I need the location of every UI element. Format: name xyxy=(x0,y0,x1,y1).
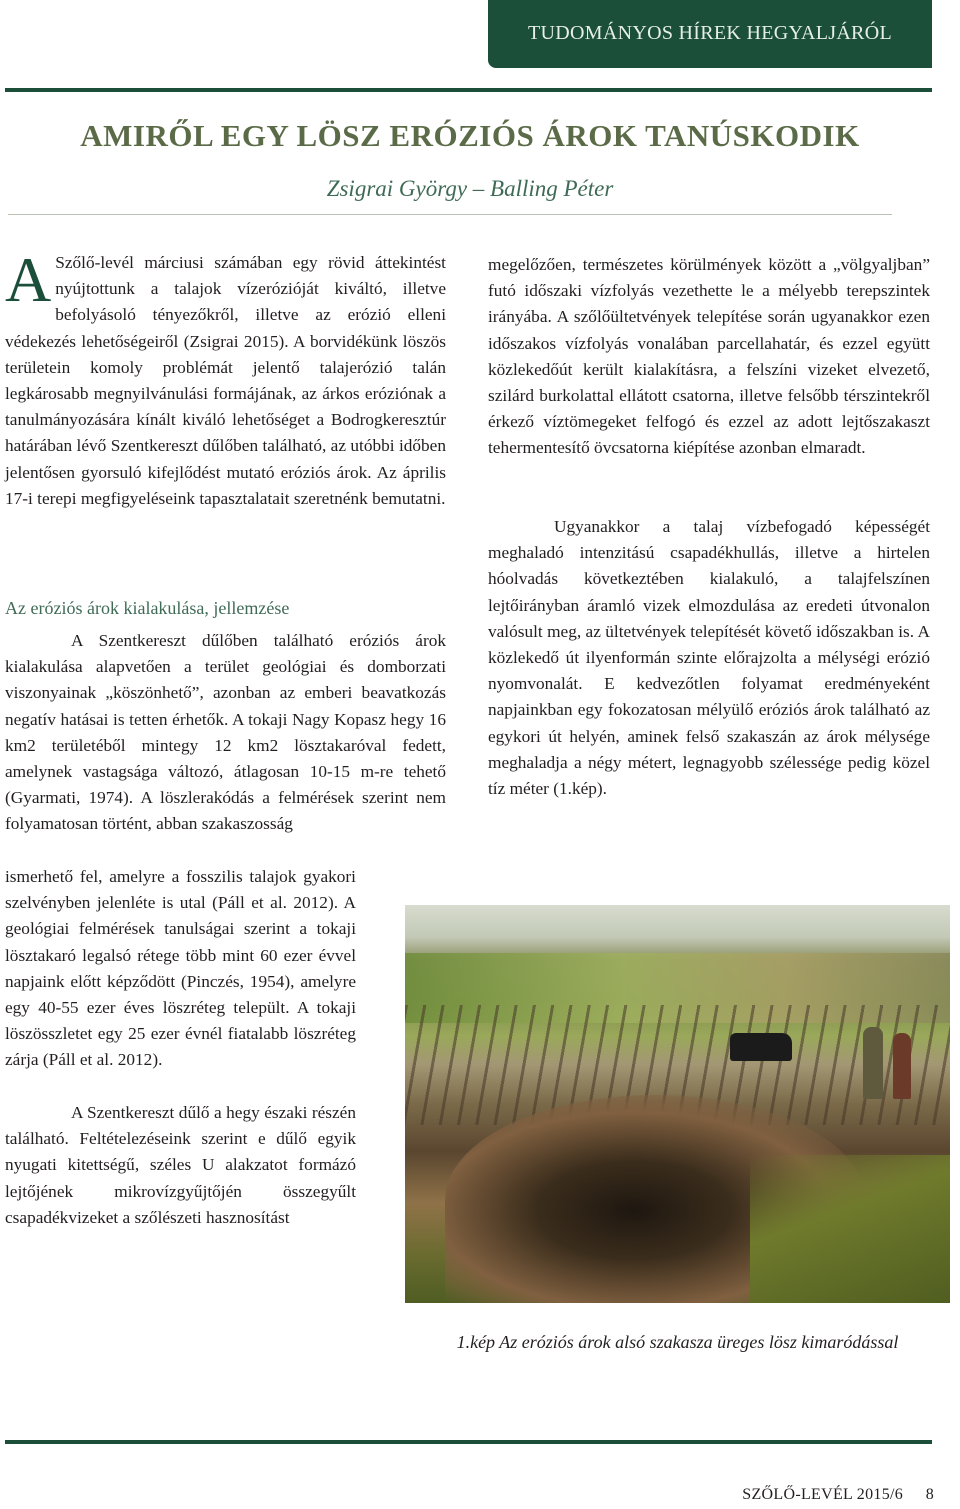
section-paragraph-narrow: ismerhető fel, amelyre a fosszilis talajok gyakori szelvényben jelenléte is utal (Páll et al. 2012). A geológiai felmérések tanulságai szerint a tokaji lösztakaró legalsó rétege több mint 60 ezer évvel napjaink előtt képződött (Pinczés, 1954), amelyre egy 40-55 ezer éves löszréteg települt. A tokaji löszösszletet egy 25 ezer évnél fiatalabb löszréteg zárja (Páll et al. 2012). xyxy=(5,867,356,1070)
person-in-photo xyxy=(893,1033,911,1099)
article-authors: Zsigrai György – Balling Péter xyxy=(326,176,614,201)
bottom-divider xyxy=(5,1440,932,1444)
intro-paragraph xyxy=(5,244,446,512)
top-divider xyxy=(5,88,932,92)
right-paragraph-1: megelőzően, természetes körülmények között a „völgyaljban” futó időszaki vízfolyás vezethette le a mélyebb terepszintek irányába. A szőlőültetvények telepítése során ugyanakkor ezen időszakos vízfolyás vonalában parcellahatár, és ezzel együtt közlekedőút került kialakításra, a felszíni vizeket elvezető, szilárd burkolattal ellátott csatorna, illetve felsőbb térszintekről érkező víztömegeket felfogó és ezzel az adott lejtőszakaszt tehermentesítő övcsatorna kiépítése azonban elmaradt. xyxy=(488,255,930,458)
section-paragraph-wide: A Szentkereszt dűlőben található eróziós árok kialakulása alapvetően a terület geológiai és domborzati viszonyainak „köszönhető”, azonban az emberi beavatkozás negatív hatásai is tetten érhetők. A tokaji Nagy Kopasz hegy 16 km2 területéből mintegy 12 km2 lösztakaróval fedett, amelynek vastagsága változó, átlagosan 10-15 m-re tehető (Gyarmati, 1974). A löszlerakódás a felmérések szerint nem folyamatosan történt, abban szakaszosság xyxy=(5,631,446,834)
person-in-photo xyxy=(863,1027,883,1099)
photo-caption: 1.kép Az eróziós árok alsó szakasza üreges lösz kimaródással xyxy=(456,1332,899,1352)
page-number: 8 xyxy=(925,1486,934,1503)
intro-text: Szőlő-levél márciusi számában egy rövid áttekintést nyújtottunk a talajok vízerózióját kiváltó, illetve befolyásoló tényezőkről, illetve az erózió elleni védekezés lehetőségeiről (Zsigrai 2015). A borvidékünk löszös területein komoly problémát jelentő talajerózió talán legkárosabb megnyilvánulási formájának, az árkos eróziónak a tanulmányozására kínált kiváló lehetőséget a Bodrogkeresztúr határában lévő Szentkereszt dűlőben található, az utóbbi időben jelentősen gyorsuló kifejlődést mutató eróziós árok. Az április 17-i terepi megfigyeléseink tapasztalatait szeretnénk bemutatni. xyxy=(5,253,446,508)
section-heading: Az eróziós árok kialakulása, jellemzése xyxy=(5,598,290,618)
erosion-gully-photo xyxy=(405,905,950,1303)
car-in-photo xyxy=(730,1033,792,1061)
title-rule xyxy=(8,214,892,215)
section-header-tab xyxy=(488,0,932,68)
location-paragraph: A Szentkereszt dűlő a hegy északi részén található. Feltételezéseink szerint e dűlő egyik nyugati kitettségű, széles U alakzatot formázó lejtőjének mikrovízgyűjtőjén összegyűlt csapadékvizeket a szőlészeti hasznosítást xyxy=(5,1103,356,1227)
article-title: AMIRŐL EGY LÖSZ ERÓZIÓS ÁROK TANÚSKODIK xyxy=(80,118,860,153)
page-footer xyxy=(742,1486,934,1504)
right-paragraph-2: Ugyanakkor a talaj vízbefogadó képességét meghaladó intenzitású csapadékhullás, illetve a hirtelen hóolvadás következtében kialakuló, a talajfelszínen lejtőirányban áramló vizek elmozdulása az eredeti útvonalon valósult meg, az ültetvények telepítését követő időszakban is. A közlekedő út ilyenformán szinte előrajzolta a mélységi erózió nyomvonalát. E kedvezőtlen folyamat eredményeként napjainkban egy fokozatosan mélyülő eróziós árok található az egykori út helyén, aminek felső szakaszán az árok mélysége meghaladja a négy métert, legnagyobb szélessége pedig közel tíz méter (1.kép). xyxy=(488,517,930,799)
publication-name: SZŐLŐ-LEVÉL 2015/6 xyxy=(742,1486,904,1503)
drop-cap: A xyxy=(5,244,52,315)
section-header-title: TUDOMÁNYOS HÍREK HEGYALJÁRÓL xyxy=(528,22,892,44)
